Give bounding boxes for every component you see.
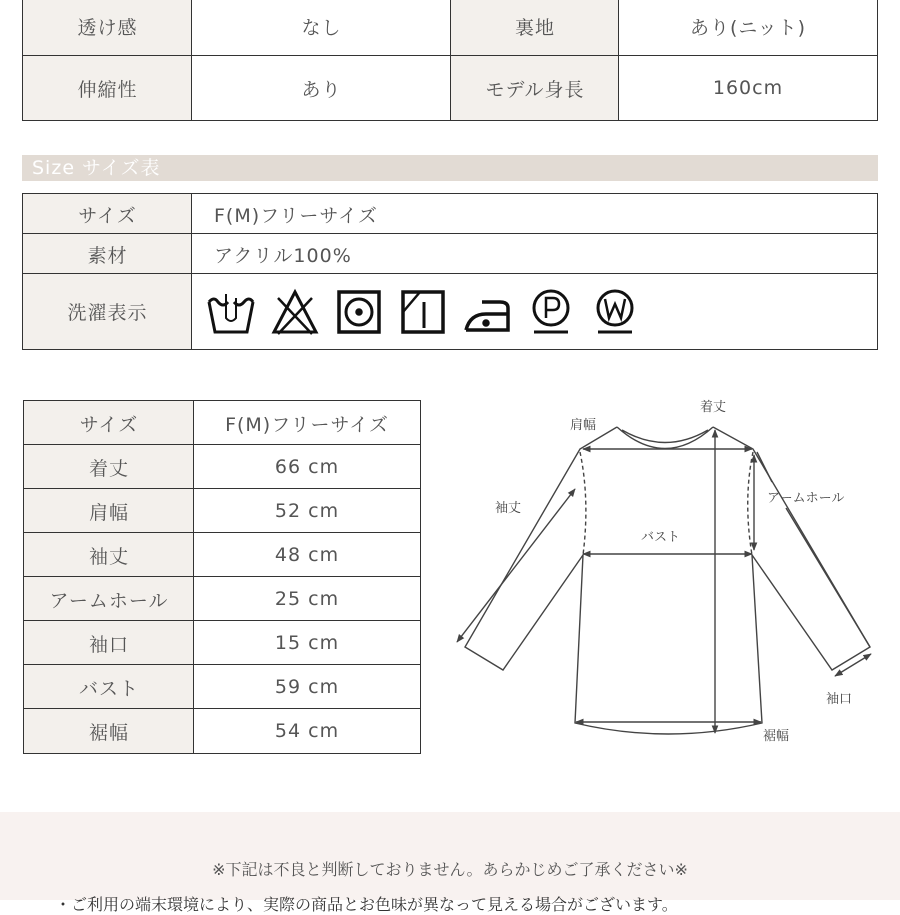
footer-notice — [0, 812, 900, 914]
measure-row-label: アームホール — [23, 576, 195, 622]
spec-label: 伸縮性 — [22, 55, 193, 121]
size-section-header: Size サイズ表 — [22, 155, 878, 181]
spec-label: 裏地 — [450, 0, 620, 57]
diagram-label-bust: バスト — [641, 530, 681, 545]
measure-row-value: 52 cm — [193, 488, 421, 534]
measure-row-value: 48 cm — [193, 532, 421, 578]
material-value: アクリル100% — [191, 233, 878, 275]
spec-label: モデル身長 — [450, 55, 620, 121]
size-value: F(M)フリーサイズ — [191, 193, 878, 235]
diagram-label-hem: 裾幅 — [763, 729, 790, 744]
spec-label: 透け感 — [22, 0, 193, 57]
measure-header-value: F(M)フリーサイズ — [193, 400, 421, 446]
measure-header-label: サイズ — [23, 400, 195, 446]
diagram-label-shoulder: 肩幅 — [570, 418, 597, 433]
measure-row-value: 59 cm — [193, 664, 421, 710]
measure-row-value: 15 cm — [193, 620, 421, 666]
garment-outline — [465, 427, 870, 734]
spec-value: なし — [191, 0, 452, 57]
material-label: 素材 — [22, 233, 193, 275]
measure-row-label: 袖口 — [23, 620, 195, 666]
diagram-label-sleeve: 袖丈 — [495, 501, 522, 516]
spec-value: あり — [191, 55, 452, 121]
spec-value: あり(ニット) — [618, 0, 878, 57]
neckline — [617, 427, 713, 449]
measure-row-value: 25 cm — [193, 576, 421, 622]
size-label: サイズ — [22, 193, 193, 235]
spec-value: 160cm — [618, 55, 878, 121]
measure-row-value: 54 cm — [193, 708, 421, 754]
measure-row-label: バスト — [23, 664, 195, 710]
measure-row-label: 着丈 — [23, 444, 195, 490]
measure-row-label: 袖丈 — [23, 532, 195, 578]
measure-row-label: 肩幅 — [23, 488, 195, 534]
diagram-label-armhole: アームホール — [767, 491, 845, 506]
footer-note: ※下記は不良と判断しておりません。あらかじめご了承ください※ — [212, 860, 688, 879]
measure-row-value: 66 cm — [193, 444, 421, 490]
footer-bullet: ・ご利用の端末環境により、実際の商品とお色味が異なって見える場合がございます。 — [55, 895, 678, 914]
diagram-label-cuff: 袖口 — [826, 692, 853, 707]
diagram-label-length: 着丈 — [700, 400, 727, 415]
measure-row-label: 裾幅 — [23, 708, 195, 754]
care-label: 洗濯表示 — [22, 273, 193, 350]
